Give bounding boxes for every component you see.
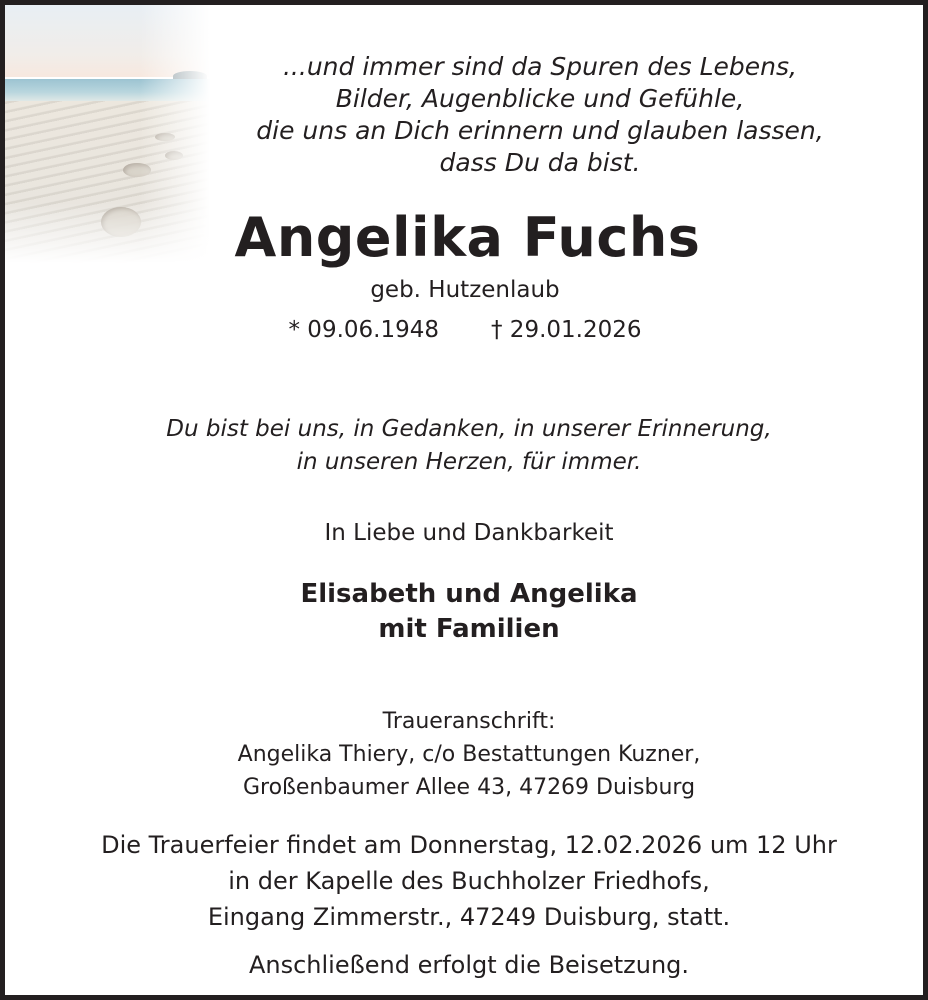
- photo-fade-bottom: [5, 203, 210, 263]
- verse-line: Bilder, Augenblicke und Gefühle,: [335, 84, 745, 113]
- address-line: Angelika Thiery, c/o Bestattungen Kuzner,: [237, 742, 701, 767]
- signer-line: Elisabeth und Angelika: [300, 579, 638, 609]
- address-line: Großenbaumer Allee 43, 47269 Duisburg: [242, 775, 696, 800]
- ceremony-line: in der Kapelle des Buchholzer Friedhofs,: [228, 867, 710, 895]
- beach-footprints-image: [5, 5, 210, 263]
- burial-info: Anschließend erfolgt die Beisetzung.: [248, 951, 690, 979]
- birth-date: * 09.06.1948: [288, 317, 439, 343]
- verse-line: dass Du da bist.: [439, 148, 641, 177]
- deceased-name: Angelika Fuchs: [234, 206, 701, 269]
- death-date: † 29.01.2026: [491, 317, 642, 343]
- signer-line: mit Familien: [378, 614, 560, 644]
- signers: [165, 577, 773, 647]
- verse-line: die uns an Dich erinnern und glauben lassen,: [256, 116, 824, 145]
- maiden-name: geb. Hutzenlaub: [370, 277, 560, 303]
- verse-line: in unseren Herzen, für immer.: [296, 449, 642, 475]
- verse-line: Du bist bei uns, in Gedanken, in unserer Erinnerung,: [166, 416, 772, 442]
- address-label: Traueranschrift:: [382, 709, 556, 734]
- ceremony-line: Die Trauerfeier findet am Donnerstag, 12.02.2026 um 12 Uhr: [101, 831, 837, 859]
- ceremony-line: Eingang Zimmerstr., 47249 Duisburg, statt.: [207, 903, 731, 931]
- ceremony-info: [25, 827, 913, 935]
- mourning-address: [105, 705, 833, 804]
- life-dates: [265, 315, 665, 345]
- opening-verse: [235, 51, 845, 179]
- closing-phrase: In Liebe und Dankbarkeit: [324, 520, 614, 546]
- verse-line: ...und immer sind da Spuren des Lebens,: [282, 52, 797, 81]
- remembrance-verse: [65, 413, 873, 479]
